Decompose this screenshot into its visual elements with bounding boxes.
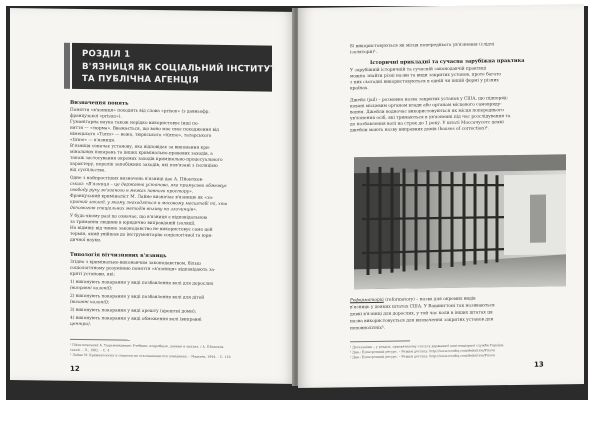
text-line: від суспільства. [70,167,106,174]
chapter-title-line-2: ТА ПУБЛІЧНА АГЕНЦІЯ [82,74,199,86]
text-line: Згідно з кримінально-виконавчим законодавством, більш [70,259,201,267]
list-item: 3) виконують покарання у виді арешту (арештні доми); [70,307,197,315]
text-line: термін, який увійшов до інструментарію соціологічної та юри- [70,231,213,239]
section-heading-definitions: Визначення понять [70,99,129,107]
footnote: ¹ Детальніше – у розділі, присвяченому статусу державної пенітенціарної служби України. [350,343,505,350]
list-item: 4) виконують покарання у виді обмеження волі (виправні [70,315,202,323]
text-line: «tirme» — в'язниця. [70,137,116,144]
text-line: з них сьогодні використовуються в одній чи іншій формі у різних [350,78,499,86]
chapter-accent-bar [64,43,70,89]
text-line: допомогою спеціальних методів впливу на злочинців». [70,205,198,213]
list-item: 2) виконують покарання у виді позбавлення волі для дітей [70,293,205,301]
text-line: дичної науки. [70,237,102,244]
footnote: ¹ Пйонтковський А. Тюрьмоведение: Учебник: подробные, данные и анализ. / А. Пйонтков- [70,342,225,349]
text-line: Гуманітарна наука також нерідко використовує інші по- [70,119,200,127]
text-line: можна знайти різні назви та види закритих установ, проте багато [350,72,501,80]
text-line: характеру, перелік запобіжних заходів, які пов'язані з ізоляцією [70,161,218,169]
text-line: Поняття «в'язниця» походить від слова «prison» (з давньофр. [70,107,210,115]
footnote: ² Див.: Електронний ресурс. – Режим доступу: http://www.wordiq.com/definition/Prison [350,348,495,355]
right-page [298,4,584,388]
text-line: до позбавлення волі на строк до 1 року. У штаті Массачусетс деякі [350,120,504,128]
page-number-left: 12 [70,364,80,373]
text-line: соціологічному розумінню поняття «в'язниця» відповідають за- [70,265,216,273]
footnote: ² Лайне М. Криминология и социология отклоняющегося поведения. – Мюнхен, 1994. – С. 118 [70,352,231,360]
footnote-divider [350,340,410,341]
text-line: 8) використовуються як місця попереднього ув'язнення (слідчі [350,42,495,50]
text-line: мінальних покарань та інших кримінально-правових заходів, а [70,149,213,157]
list-item: 1) виконують покарання у виді позбавлення волі для дорослих [70,279,214,287]
text-line: німецького «Turm» — вежа, тюркського «türme», татарського [70,131,212,139]
text-line: няття — «тюрма». Вважається, що воно має своє походження від [70,125,219,133]
text-line: французької «prisun»). [70,113,122,120]
text-line: ковані місцевим органам влади або органам місцевого самовряду- [350,102,502,110]
reformatory-term: Реформаторій [350,297,384,304]
text-line: ізолятори)¹. [350,49,378,56]
left-page [10,8,296,384]
text-line: На відміну від чинне законодавство не використовує саме цей [70,225,213,233]
text-line: також застосування окремих заходів кримінально-процесуального [70,155,223,163]
text-line: неповнолітніх³. [350,325,385,332]
prison-bars-illustration [354,154,566,289]
text-line: за тримання людини в юридично виправданій ізоляції. [70,219,196,227]
prison-corridor-photo [354,154,566,289]
list-item: центри). [70,321,92,328]
text-line: Одне з найпростіших визначень в'язниці дає А. Пйонтков- [70,175,204,183]
page-number-right: 13 [534,360,544,369]
text-line: Джейл (jail) – розмовна назва закритих установ у США, що підпоряд- [350,96,509,104]
footnote: ський. – Л., 1982. – С. 4 [70,347,110,353]
text-line: У зарубіжній історичній та сучасній законодавчій практиці [350,66,487,74]
text-line: назва використовується для визначення закритих установ для [350,317,494,325]
text-line: джейли мають назву виправних домів (houses of correction)². [350,126,489,134]
text-line: вання. Джейли водночас використовуються як місця попереднього [350,108,504,116]
text-line: ув'язнення осіб, які тримаються в ув'язненні під час розслідування та [350,114,511,122]
caption-line-0: (reformatory) – назва для окремих видів [385,296,476,303]
list-item: (виправні колонії); [70,285,113,292]
text-line: критi установи, які: [70,271,115,278]
text-line: критий заклад, у якому знаходяться в масовому масштабі ті, хто [70,199,228,208]
section-heading-history: Історичні прикладні та сучасна зарубіжна практика [370,57,525,66]
text-line: В'язниця означає установу, яка відповідає за виконання кри- [70,143,211,151]
text-line: в'язниць у деяких штатах США. У Вашингтоні так називаються [350,303,495,311]
footnote-divider [70,339,130,340]
text-line: свободу руху зв'язаного в межах певного простору». [70,187,194,195]
text-line: Французький криміналіст М. Лайне визначає в'язницю як «за- [70,193,214,201]
text-line [350,298,476,304]
chapter-title-box [72,43,277,92]
text-line: У будь-якому разі це означає, що в'язниця є відповідальною [70,213,208,221]
text-line: ський: «В'язниця – це державна установа, яка примусово обмежує [70,181,227,190]
list-item: (виховні колонії); [70,299,110,306]
text-line: деякі в'язниці для дорослих, у той час коли в інших штатах ця [350,310,493,318]
section-heading-typology: Типологія вітчизняних в'язниць [70,251,167,260]
footnote: ³ Див.: Електронний ресурс. – Режим доступу: http://www.wordiq.com/definition/Prison [350,353,495,360]
chapter-title-line-1: В'ЯЗНИЦЯ ЯК СОЦІАЛЬНИЙ ІНСТИТУТ [82,62,277,75]
chapter-number: РОЗДІЛ 1 [82,49,131,60]
text-line: країнах. [350,86,369,92]
